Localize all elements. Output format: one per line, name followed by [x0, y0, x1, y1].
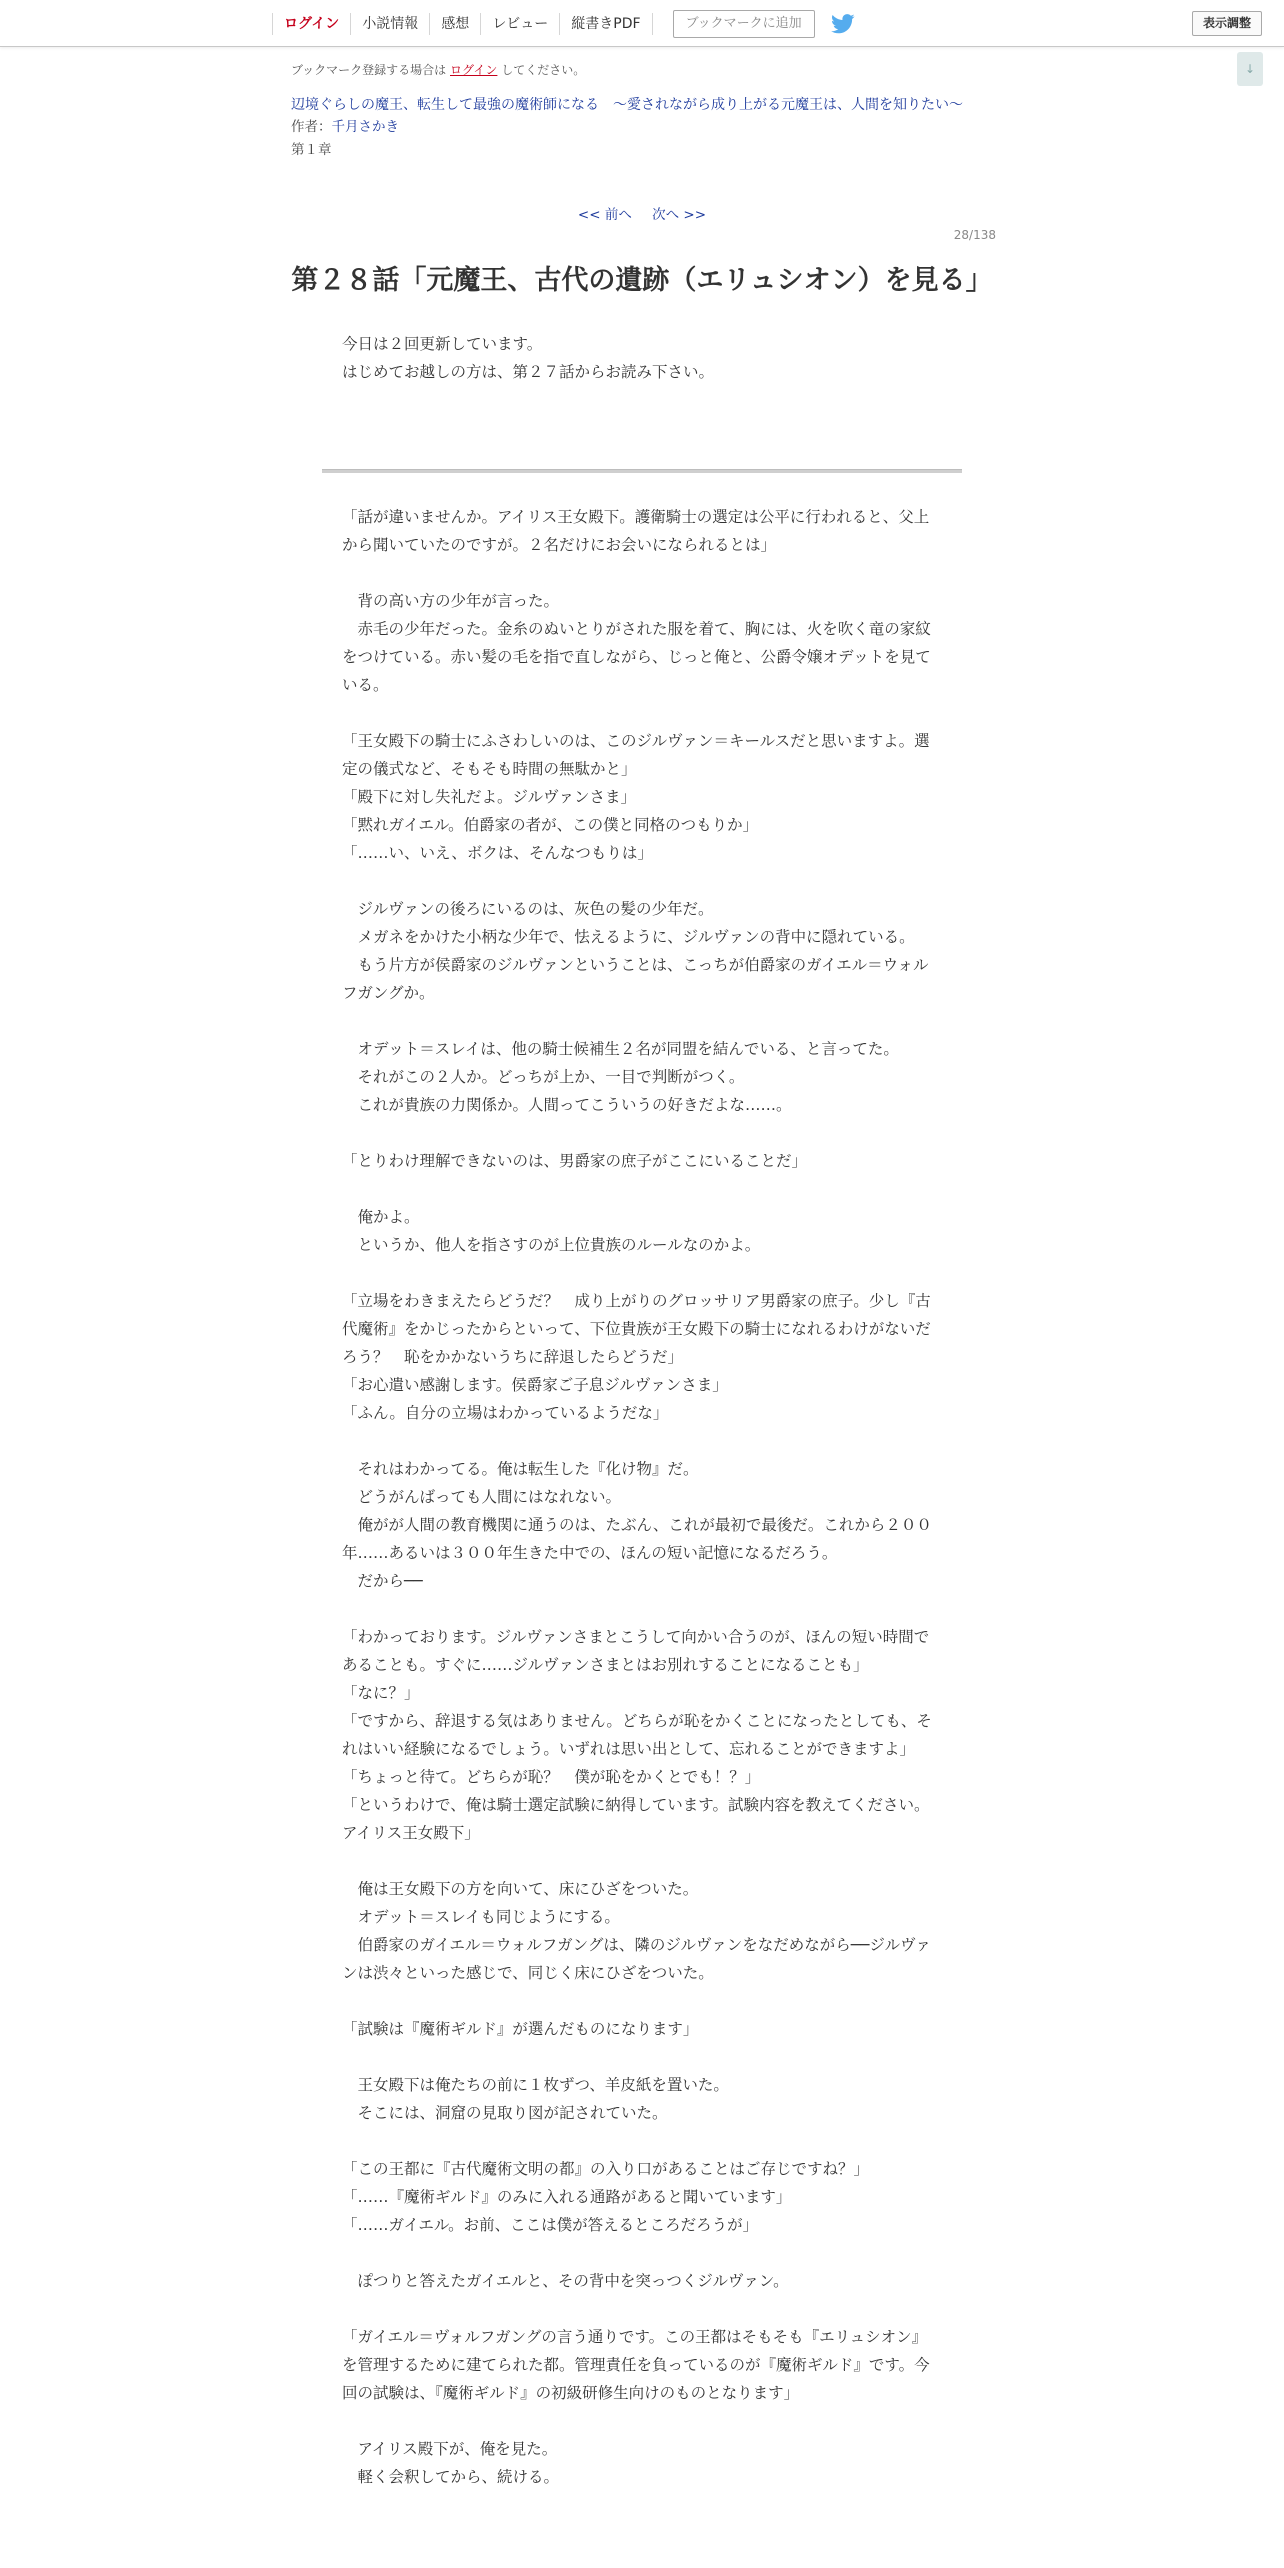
blank-line — [342, 1847, 942, 1875]
body-paragraph: 俺がが人間の教育機関に通うのは、たぶん、これが最初で最後だ。これから２００年……あるいは３００年生きた中での、ほんの短い記憶になるだろう。 — [342, 1516, 932, 1562]
body-paragraph: オデット＝スレイも同じようにする。 — [342, 1908, 620, 1926]
global-nav — [272, 0, 857, 47]
blank-line — [342, 559, 942, 587]
blank-line — [342, 1987, 942, 2015]
body-paragraph: だから── — [342, 1572, 423, 1590]
body-paragraph: 「……『魔術ギルド』のみに入れる通路があると聞いています」 — [342, 2188, 792, 2206]
prev-link[interactable]: << 前へ — [577, 207, 632, 223]
blank-line — [342, 2295, 942, 2323]
preface — [342, 330, 942, 386]
blank-line — [342, 1175, 942, 1203]
body-paragraph: メガネをかけた小柄な少年で、怯えるように、ジルヴァンの背中に隠れている。 — [342, 928, 915, 946]
blank-line — [342, 1119, 942, 1147]
body-paragraph: 「話が違いませんか。アイリス王女殿下。護衛騎士の選定は公平に行われると、父上から聞いていたのですが。２名だけにお会いになられるとは」 — [342, 508, 930, 554]
body-paragraph: 「とりわけ理解できないのは、男爵家の庶子がここにいることだ」 — [342, 1152, 808, 1170]
blank-line — [342, 2239, 942, 2267]
nav-novel-info[interactable]: 小説情報 — [350, 13, 429, 35]
nav-review[interactable]: レビュー — [480, 13, 559, 35]
blank-line — [342, 1007, 942, 1035]
page-number: 28/138 — [953, 228, 996, 242]
body-paragraph: 「お心遣い感謝します。侯爵家ご子息ジルヴァンさま」 — [342, 1376, 728, 1394]
body-paragraph: 「試験は『魔術ギルド』が選んだものになります」 — [342, 2020, 699, 2038]
body-paragraph: 「この王都に『古代魔術文明の都』の入り口があることはご存じですね？」 — [342, 2160, 870, 2178]
author-row: 作者：千月さかき — [291, 119, 399, 135]
author-link[interactable]: 千月さかき — [331, 119, 399, 135]
next-link[interactable]: 次へ >> — [652, 207, 707, 223]
body-paragraph: 伯爵家のガイエル＝ウォルフガングは、隣のジルヴァンをなだめながら──ジルヴァンは渋々といった感じで、同じく床にひざをついた。 — [342, 1936, 931, 1982]
novel-info — [291, 60, 1011, 160]
body-paragraph: 俺かよ。 — [342, 1208, 420, 1226]
body-paragraph: 軽く会釈してから、続ける。 — [342, 2468, 560, 2486]
body-paragraph: ジルヴァンの後ろにいるのは、灰色の髪の少年だ。 — [342, 900, 714, 918]
body-paragraph: 王女殿下は俺たちの前に１枚ずつ、羊皮紙を置いた。 — [342, 2076, 729, 2094]
body-paragraph: 「わかっております。ジルヴァンさまとこうして向かい合うのが、ほんの短い時間であることも。すぐに……ジルヴァンさまとはお別れすることになることも」 — [342, 1628, 930, 1674]
body-paragraph: それはわかってる。俺は転生した『化け物』だ。 — [342, 1460, 699, 1478]
body-paragraph: 「ちょっと待て。どちらが恥？ 僕が恥をかくとでも！？」 — [342, 1768, 761, 1786]
body-paragraph: 俺は王女殿下の方を向いて、床にひざをついた。 — [342, 1880, 699, 1898]
episode-title: 第２８話「元魔王、古代の遺跡（エリュシオン）を見る」 — [291, 265, 993, 296]
preface-line: はじめてお越しの方は、第２７話からお読み下さい。 — [342, 363, 715, 381]
scroll-down-tab[interactable]: ↓ — [1237, 52, 1263, 86]
body-paragraph: 「王女殿下の騎士にふさわしいのは、このジルヴァン＝キールスだと思いますよ。選定の儀式など、そもそも時間の無駄かと」 — [342, 732, 930, 778]
notice-login-link[interactable]: ログイン — [450, 63, 498, 77]
blank-line — [342, 2043, 942, 2071]
blank-line — [342, 1259, 942, 1287]
body-paragraph: 「というわけで、俺は騎士選定試験に納得しています。試験内容を教えてください。アイリス王女殿下」 — [342, 1796, 930, 1842]
body-paragraph: 「なに？」 — [342, 1684, 420, 1702]
body-paragraph: 「ガイエル＝ヴォルフガングの言う通りです。この王都はそもそも『エリュシオン』を管理するために建てられた都。管理責任を負っているのが『魔術ギルド』です。今回の試験は、『魔術ギルド』の初級研修生向けのものとなります」 — [342, 2328, 930, 2402]
chapter-title: 第１章 — [291, 142, 332, 158]
body-paragraph: どうがんばっても人間にはなれない。 — [342, 1488, 622, 1506]
twitter-icon[interactable] — [831, 13, 857, 35]
blank-line — [342, 1427, 942, 1455]
preface-line: 今日は２回更新しています。 — [342, 335, 543, 353]
nav-impressions[interactable]: 感想 — [429, 13, 480, 35]
nav-login[interactable]: ログイン — [272, 13, 350, 35]
add-bookmark-button[interactable]: ブックマークに追加 — [673, 10, 815, 38]
series-title-link[interactable]: 辺境ぐらしの魔王、転生して最強の魔術師になる 〜愛されながら成り上がる元魔王は、人間を知りたい〜 — [291, 97, 963, 113]
novel-body — [342, 503, 942, 2491]
body-paragraph: というか、他人を指さすのが上位貴族のルールなのかよ。 — [342, 1236, 761, 1254]
body-paragraph: そこには、洞窟の見取り図が記されていた。 — [342, 2104, 668, 2122]
body-paragraph: 「ふん。自分の立場はわかっているようだな」 — [342, 1404, 669, 1422]
body-paragraph: もう片方が侯爵家のジルヴァンということは、こっちが伯爵家のガイエル＝ウォルフガングか。 — [342, 956, 929, 1002]
blank-line — [342, 2407, 942, 2435]
body-paragraph: 「……ガイエル。お前、ここは僕が答えるところだろうが」 — [342, 2216, 759, 2234]
display-settings-button[interactable]: 表示調整 — [1192, 11, 1262, 36]
divider — [322, 469, 962, 473]
blank-line — [342, 1595, 942, 1623]
blank-line — [342, 2127, 942, 2155]
pager — [0, 203, 1284, 223]
body-paragraph: 「ですから、辞退する気はありません。どちらが恥をかくことになったとしても、それはいい経験になるでしょう。いずれは思い出として、忘れることができますよ」 — [342, 1712, 932, 1758]
body-paragraph: 「黙れガイエル。伯爵家の者が、この僕と同格のつもりか」 — [342, 816, 759, 834]
body-paragraph: 「……い、いえ、ボクは、そんなつもりは」 — [342, 844, 653, 862]
body-paragraph: 「立場をわきまえたらどうだ？ 成り上がりのグロッサリア男爵家の庶子。少し『古代魔術』をかじったからといって、下位貴族が王女殿下の騎士になれるわけがないだろう？ 恥をかかないうちに辞退したらどうだ」 — [342, 1292, 931, 1366]
blank-line — [342, 699, 942, 727]
body-paragraph: 背の高い方の少年が言った。 — [342, 592, 560, 610]
body-paragraph: それがこの２人か。どっちが上か、一目で判断がつく。 — [342, 1068, 745, 1086]
blank-line — [342, 867, 942, 895]
body-paragraph: 赤毛の少年だった。金糸のぬいとりがされた服を着て、胸には、火を吹く竜の家紋をつけている。赤い髪の毛を指で直しながら、じっと俺と、公爵令嬢オデットを見ている。 — [342, 620, 931, 694]
body-paragraph: ぽつりと答えたガイエルと、その背中を突っつくジルヴァン。 — [342, 2272, 789, 2290]
body-paragraph: これが貴族の力関係か。人間ってこういうの好きだよな……。 — [342, 1096, 792, 1114]
nav-vertical-pdf[interactable]: 縦書きPDF — [559, 13, 652, 35]
body-paragraph: 「殿下に対し失礼だよ。ジルヴァンさま」 — [342, 788, 636, 806]
body-paragraph: オデット＝スレイは、他の騎士候補生２名が同盟を結んでいる、と言ってた。 — [342, 1040, 899, 1058]
bookmark-notice: ブックマーク登録する場合は ログイン してください。 — [291, 63, 586, 77]
body-paragraph: アイリス殿下が、俺を見た。 — [342, 2440, 558, 2458]
top-header — [0, 0, 1284, 47]
